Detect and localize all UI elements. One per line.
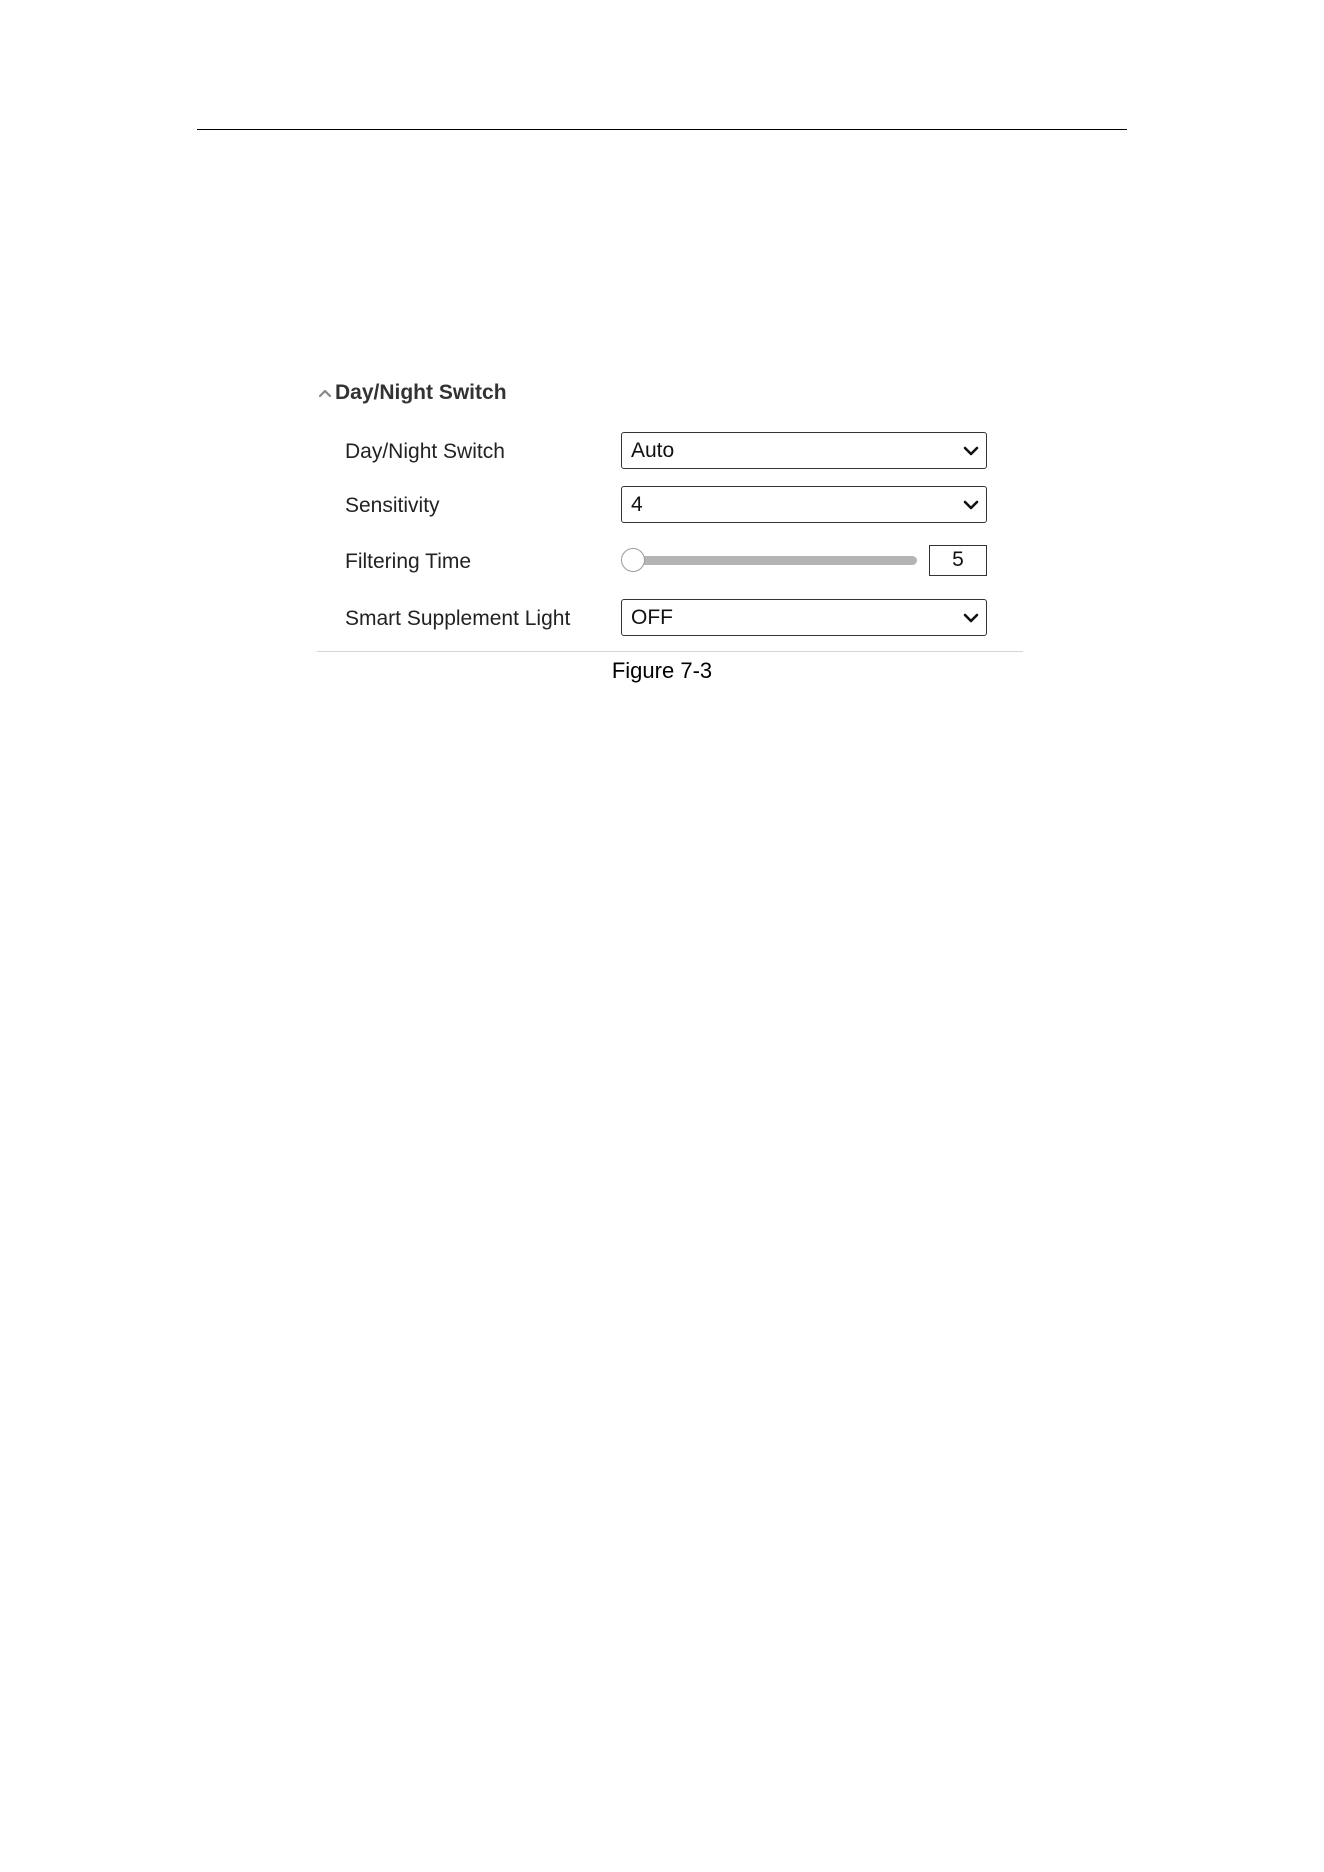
section-header-toggle[interactable] (317, 378, 507, 408)
filtering-time-value-input[interactable]: 5 (929, 545, 987, 576)
smart-supplement-light-value: OFF (631, 606, 673, 629)
sensitivity-label: Sensitivity (345, 494, 440, 517)
chevron-down-icon (962, 442, 980, 460)
smart-supplement-light-select[interactable] (621, 599, 987, 636)
day-night-switch-row (317, 432, 1023, 472)
page-header-rule (197, 129, 1127, 130)
slider-track (627, 556, 917, 565)
day-night-switch-panel (317, 372, 1023, 652)
sensitivity-select[interactable] (621, 486, 987, 523)
filtering-time-row (317, 545, 1023, 585)
section-title: Day/Night Switch (335, 381, 507, 404)
chevron-up-icon (317, 385, 333, 401)
day-night-switch-label: Day/Night Switch (345, 440, 505, 463)
smart-supplement-light-row (317, 599, 1023, 639)
sensitivity-row (317, 486, 1023, 526)
chevron-down-icon (962, 496, 980, 514)
filtering-time-label: Filtering Time (345, 550, 472, 573)
chevron-down-icon (962, 609, 980, 627)
day-night-switch-select[interactable] (621, 432, 987, 469)
smart-supplement-light-label: Smart Supplement Light (345, 607, 571, 630)
sensitivity-value: 4 (631, 493, 643, 516)
slider-thumb[interactable] (621, 548, 645, 572)
day-night-switch-value: Auto (631, 439, 675, 462)
figure-caption: Figure 7-3 (611, 658, 713, 683)
panel-divider (317, 651, 1023, 652)
filtering-time-slider[interactable] (621, 545, 921, 575)
